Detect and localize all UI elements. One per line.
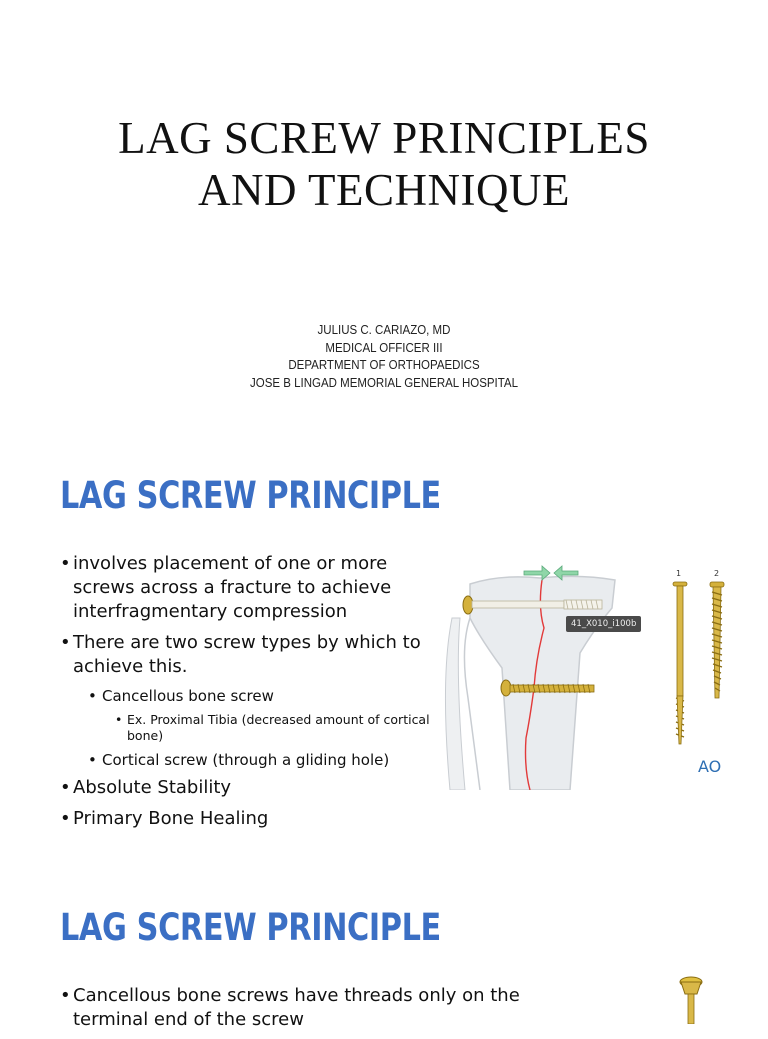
bullet-definition: • involves placement of one or more screws across a fracture to achieve interfragmentary compression — [60, 552, 450, 624]
author-position: MEDICAL OFFICER III — [325, 340, 443, 355]
image-id-label: 41_X010_i100b — [566, 616, 641, 632]
sub-bullet-cortical: • Cortical screw (through a gliding hole) — [88, 750, 450, 770]
slide-title: LAG SCREW PRINCIPLE — [60, 474, 441, 517]
screw-2-cortical — [710, 582, 724, 698]
lag-screw-illustration — [440, 558, 768, 790]
content-slide-2 — [0, 870, 768, 1030]
screw-label-2: 2 — [714, 569, 720, 578]
cancellous-screw-head-illustration — [676, 976, 706, 1024]
content-slide-1 — [0, 430, 768, 870]
author-name: JULIUS C. CARIAZO, MD — [317, 323, 451, 337]
bullet-absolute-stability: • Absolute Stability — [60, 776, 450, 800]
title-line-1: LAG SCREW PRINCIPLES — [118, 113, 650, 163]
sub-bullet-cancellous: • Cancellous bone screw — [88, 686, 450, 706]
screw-1-cancellous — [673, 582, 687, 744]
author-hospital: JOSE B LINGAD MEMORIAL GENERAL HOSPITAL — [250, 375, 518, 390]
ao-logo: AO — [698, 757, 722, 776]
screw-label-1: 1 — [676, 569, 682, 578]
bullet-screw-types: • There are two screw types by which to achieve this. — [60, 631, 450, 679]
bullet-list — [60, 552, 450, 838]
presentation-title — [0, 112, 768, 216]
sub-sub-bullet-example: • Ex. Proximal Tibia (decreased amount of cortical bone) — [115, 712, 450, 744]
bullet-list — [60, 984, 530, 1039]
author-department: DEPARTMENT OF ORTHOPAEDICS — [288, 358, 480, 372]
author-block — [31, 322, 738, 392]
slide-title: LAG SCREW PRINCIPLE — [60, 906, 441, 949]
title-line-2: AND TECHNIQUE — [198, 165, 570, 215]
bullet-cancellous-threads: • Cancellous bone screws have threads only on the terminal end of the screw — [60, 984, 530, 1032]
title-slide — [0, 0, 768, 430]
bullet-primary-healing: • Primary Bone Healing — [60, 807, 450, 831]
